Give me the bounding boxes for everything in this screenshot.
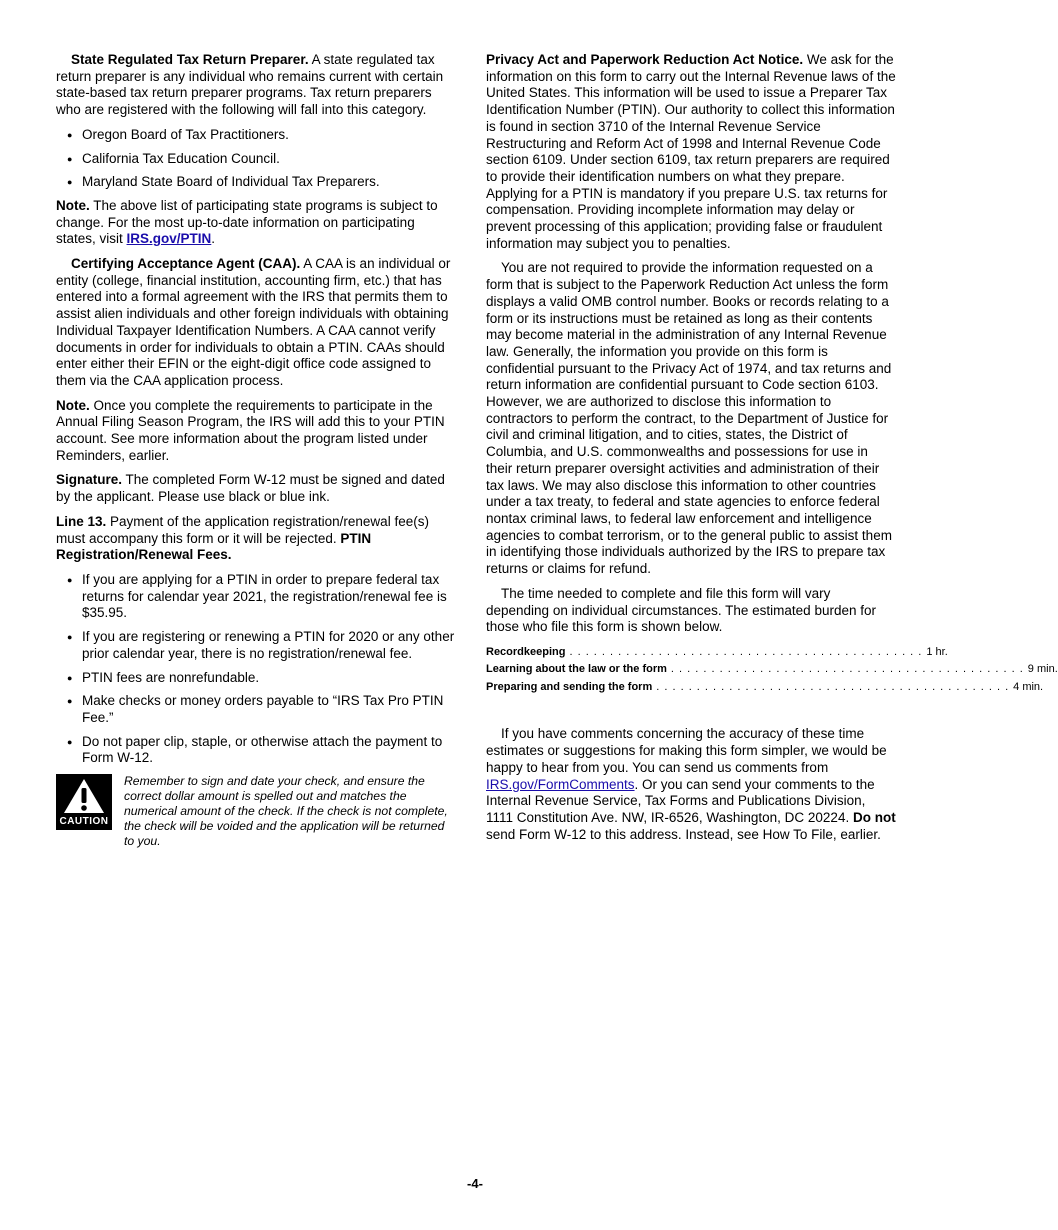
dot-leader: . . . . . . . . . . . . . . . . . . . . . . . . . . . . . . . . . . . . . . . . . . . . (656, 680, 1010, 693)
burden-time: 1 hr. (926, 645, 948, 658)
list-item: ● If you are applying for a PTIN in order to prepare federal tax returns for calendar year 2021, the registration/renewal fee is $35.95. (56, 572, 456, 622)
state-program-list (56, 127, 456, 191)
note-participating-states (56, 198, 456, 248)
paperwork-paragraph: You are not required to provide the information requested on a form that is subject to the Paperwork Reduction Act unless the form displays a valid OMB control number. Books or records relating to a form or its instructions must be retained as long as their contents may become material in the administration of any Internal Revenue law. Generally, the information you provide on this form is confidential pursuant to the Privacy Act of 1974, and tax returns and return information are confidential pursuant to Code section 6103. However, we are authorized to disclose this information to contractors to perform the contract, to the Department of Justice for civil and criminal litigation, and to cities, states, the District of Columbia, and U.S. commonwealths and possessions for use in their return preparer oversight activities and administration of their tax laws. We may also disclose this information to other countries under a tax treaty, to federal and state agencies to enforce federal nontax criminal laws, to federal law enforcement and intelligence agencies to combat terrorism, or to the general public to assist them in identifying those individuals authorized by the IRS to prepare tax returns or claims for refund. (486, 260, 892, 577)
caa-paragraph (56, 256, 456, 390)
page-number: -4- (467, 1176, 483, 1191)
comments-text: . Or you can send your comments to the Internal Revenue Service, Tax Forms and Publications Division, 1111 Constitution Ave. NW, IR-6526, Washington, DC 20224. (486, 776, 875, 825)
comments-paragraph (486, 726, 896, 843)
note-label: Note. (56, 397, 90, 413)
table-row (486, 644, 948, 662)
table-row (486, 661, 1058, 679)
do-not-emphasis: Do not (852, 809, 896, 825)
signature-paragraph (56, 472, 456, 505)
caa-text: A CAA is an individual or entity (college, financial institution, accounting firm, etc.) that has entered into a formal agreement with the IRS that permits them to assist alien individuals and other foreign individuals with obtaining Individual Taxpayer Identification Numbers. A CAA cannot verify documents in order for individuals to obtain a PTIN. CAAs should enter either their EFIN or the eight-digit office code assigned to them via the CAA application process. (56, 256, 451, 388)
left-column (56, 52, 456, 849)
signature-text: The completed Form W-12 must be signed and dated by the applicant. Please use black or blue ink. (56, 472, 445, 505)
signature-label: Signature. (56, 472, 123, 488)
note-label: Note. (56, 197, 90, 213)
burden-label: Preparing and sending the form (486, 680, 653, 693)
caution-text: Remember to sign and date your check, and ensure the correct dollar amount is spelled out and matches the numerical amount of the check. If the check is not complete, the check will be voided and the application will be returned to you. (124, 774, 448, 849)
line13-text: Payment of the application registration/renewal fee(s) must accompany this form or it will be rejected. (56, 513, 429, 546)
table-row (486, 679, 1044, 697)
burden-time: 9 min. (1027, 663, 1058, 676)
irs-ptin-link[interactable]: IRS.gov/PTIN (126, 231, 212, 247)
list-item: ● If you are registering or renewing a PTIN for 2020 or any other prior calendar year, there is no registration/renewal fee. (56, 629, 456, 662)
list-item: ● Maryland State Board of Individual Tax Preparers. (56, 174, 456, 191)
state-regulated-text: A state regulated tax return preparer is any individual who remains current with certain state-based tax return preparer programs. Tax return preparers who are registered with the following will fall into this category. (56, 52, 444, 118)
burden-time: 4 min. (1013, 680, 1044, 693)
caution-label: CAUTION (59, 816, 109, 828)
privacy-heading: Privacy Act and Paperwork Reduction Act Notice. (486, 52, 804, 67)
list-item: ● Oregon Board of Tax Practitioners. (56, 127, 456, 144)
state-regulated-paragraph (56, 52, 456, 119)
privacy-paragraph (486, 52, 896, 252)
comments-text: If you have comments concerning the accuracy of these time estimates or suggestions for making this form simpler, we would be happy to hear from you. You can send us comments from (486, 726, 887, 775)
caution-block (56, 774, 456, 849)
fee-list (56, 572, 456, 767)
privacy-text: We ask for the information on this form to carry out the Internal Revenue laws of the United States. This information will be used to issue a Preparer Tax Identification Number (PTIN). Our authority to collect this information is found in section 3710 of the Internal Revenue Service Restructuring and Reform Act of 1998 and Internal Revenue Code section 6109. Under section 6109, tax return preparers are required to provide their identification numbers on what they prepare. Applying for a PTIN is mandatory if you prepare U.S. tax returns for compensation. Providing incomplete information may delay or prevent processing of this application; providing false or fraudulent information may subject you to penalties. (486, 52, 896, 251)
warning-triangle-icon (63, 778, 105, 814)
form-comments-link[interactable]: IRS.gov/FormComments (486, 776, 635, 792)
caution-badge (56, 774, 112, 830)
list-item: ● California Tax Education Council. (56, 151, 456, 168)
list-item: ● PTIN fees are nonrefundable. (56, 670, 456, 687)
note-annual-filing (56, 398, 456, 465)
burden-label: Recordkeeping (486, 645, 566, 658)
line13-paragraph (56, 514, 456, 564)
list-item: ● Do not paper clip, staple, or otherwise attach the payment to Form W-12. (56, 734, 456, 767)
state-regulated-heading: State Regulated Tax Return Preparer. (71, 52, 309, 67)
note-end: . (211, 231, 216, 247)
dot-leader: . . . . . . . . . . . . . . . . . . . . . . . . . . . . . . . . . . . . . . . . . . . . (569, 645, 923, 658)
fees-heading: PTIN Registration/Renewal Fees. (56, 530, 372, 563)
burden-table (486, 644, 1058, 697)
list-item: ● Make checks or money orders payable to “IRS Tax Pro PTIN Fee.” (56, 693, 456, 726)
burden-label: Learning about the law or the form (486, 663, 667, 676)
comments-text: send Form W-12 to this address. Instead, see How To File, earlier. (486, 826, 881, 842)
dot-leader: . . . . . . . . . . . . . . . . . . . . . . . . . . . . . . . . . . . . . . . . . . . . (670, 663, 1024, 676)
caa-heading: Certifying Acceptance Agent (CAA). (71, 256, 301, 272)
burden-intro-paragraph: The time needed to complete and file this form will vary depending on individual circumstances. The estimated burden for those who file this form is shown below. (486, 585, 876, 635)
line13-label: Line 13. (56, 513, 107, 529)
note-text: Once you complete the requirements to participate in the Annual Filing Season Program, the IRS will add this to your PTIN account. See more information about the program listed under Reminders, earlier. (56, 397, 445, 463)
right-column (486, 52, 1058, 851)
note-text: The above list of participating state programs is subject to change. For the most up-to-date information on participating states, visit (56, 197, 438, 247)
